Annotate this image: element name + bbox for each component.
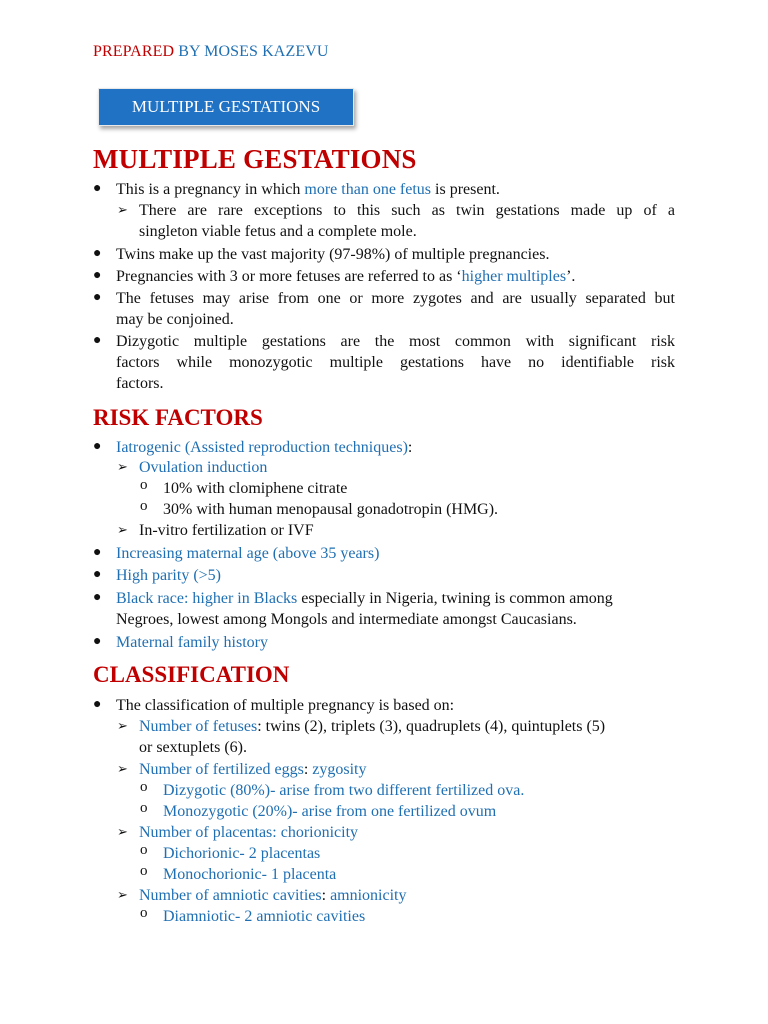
highlight-text: Number of fertilized eggs <box>139 761 304 778</box>
arrow-bullet-icon: ➢ <box>117 761 128 776</box>
list-item: The classification of multiple pregnancy is based on: <box>116 697 455 714</box>
prepared-by-line <box>93 43 329 61</box>
section-heading-risk-factors: RISK FACTORS <box>93 405 263 430</box>
circle-bullet-icon: o <box>140 477 148 493</box>
list-item: Dizygotic (80%)- arise from two different fertilized ova. <box>163 782 525 799</box>
circle-bullet-icon: o <box>140 779 148 795</box>
author-name: BY MOSES KAZEVU <box>178 43 329 60</box>
highlight-text: amnionicity <box>330 887 407 904</box>
circle-bullet-icon: o <box>140 800 148 816</box>
list-item-continuation: Negroes, lowest among Mongols and intermediate amongst Caucasians. <box>116 611 577 628</box>
bullet-icon: ● <box>93 439 102 454</box>
arrow-bullet-icon: ➢ <box>117 887 128 902</box>
arrow-bullet-icon: ➢ <box>117 459 128 474</box>
list-item: Pregnancies with 3 or more fetuses are referred to as ‘higher multiples’. <box>116 268 576 285</box>
list-item: The fetuses may arise from one or more zygotes and are usually separated but <box>116 290 675 307</box>
circle-bullet-icon: o <box>140 842 148 858</box>
list-item: Increasing maternal age (above 35 years) <box>116 545 380 562</box>
highlight-text: more than one fetus <box>304 181 432 198</box>
prepared-label: PREPARED <box>93 43 175 60</box>
list-item: 30% with human menopausal gonadotropin (HMG). <box>163 501 499 518</box>
arrow-bullet-icon: ➢ <box>117 202 128 217</box>
bullet-icon: ● <box>93 290 102 305</box>
bullet-icon: ● <box>93 268 102 283</box>
list-item: Number of fetuses: twins (2), triplets (3), quadruplets (4), quintuplets (5) <box>139 718 606 735</box>
list-item: This is a pregnancy in which more than one fetus is present. <box>116 181 500 198</box>
highlight-text: Number of fetuses <box>139 718 258 735</box>
list-item: 10% with clomiphene citrate <box>163 480 348 497</box>
circle-bullet-icon: o <box>140 905 148 921</box>
highlight-text: Number of amniotic cavities <box>139 887 322 904</box>
list-item: Number of fertilized eggs: zygosity <box>139 761 367 778</box>
boxed-title: MULTIPLE GESTATIONS <box>98 88 354 126</box>
highlight-text: Black race: higher in Blacks <box>116 590 298 607</box>
bullet-icon: ● <box>93 333 102 348</box>
list-item: In-vitro fertilization or IVF <box>139 522 314 539</box>
highlight-text: zygosity <box>312 761 367 778</box>
list-item: Ovulation induction <box>139 459 268 476</box>
bullet-icon: ● <box>93 590 102 605</box>
list-item: Monochorionic- 1 placenta <box>163 866 337 883</box>
list-item: Dizygotic multiple gestations are the most common with significant risk <box>116 333 675 350</box>
bullet-icon: ● <box>93 634 102 649</box>
list-item: Monozygotic (20%)- arise from one fertilized ovum <box>163 803 497 820</box>
section-heading-multiple-gestations: MULTIPLE GESTATIONS <box>93 144 417 174</box>
list-item-continuation: factors. <box>116 375 164 392</box>
list-item: Twins make up the vast majority (97-98%) of multiple pregnancies. <box>116 246 550 263</box>
list-item-continuation: or sextuplets (6). <box>139 739 247 756</box>
circle-bullet-icon: o <box>140 863 148 879</box>
bullet-icon: ● <box>93 545 102 560</box>
list-item: Diamniotic- 2 amniotic cavities <box>163 908 366 925</box>
highlight-text: higher multiples <box>461 268 567 285</box>
list-item: Dichorionic- 2 placentas <box>163 845 321 862</box>
list-item: Number of amniotic cavities: amnionicity <box>139 887 407 904</box>
list-item-continuation: may be conjoined. <box>116 311 234 328</box>
bullet-icon: ● <box>93 246 102 261</box>
section-heading-classification: CLASSIFICATION <box>93 662 290 687</box>
bullet-icon: ● <box>93 181 102 196</box>
circle-bullet-icon: o <box>140 498 148 514</box>
list-item-continuation: singleton viable fetus and a complete mole. <box>139 223 417 240</box>
highlight-text: Iatrogenic (Assisted reproduction techniques) <box>116 439 408 456</box>
arrow-bullet-icon: ➢ <box>117 824 128 839</box>
arrow-bullet-icon: ➢ <box>117 718 128 733</box>
list-item: Iatrogenic (Assisted reproduction techniques): <box>116 439 413 456</box>
list-item: Maternal family history <box>116 634 268 651</box>
list-item-continuation: factors while monozygotic multiple gestations have no identifiable risk <box>116 354 675 371</box>
list-item: Black race: higher in Blacks especially in Nigeria, twining is common among <box>116 590 613 607</box>
list-item: There are rare exceptions to this such as twin gestations made up of a <box>139 202 675 219</box>
arrow-bullet-icon: ➢ <box>117 522 128 537</box>
bullet-icon: ● <box>93 697 102 712</box>
bullet-icon: ● <box>93 567 102 582</box>
list-item: High parity (>5) <box>116 567 221 584</box>
list-item: Number of placentas: chorionicity <box>139 824 359 841</box>
